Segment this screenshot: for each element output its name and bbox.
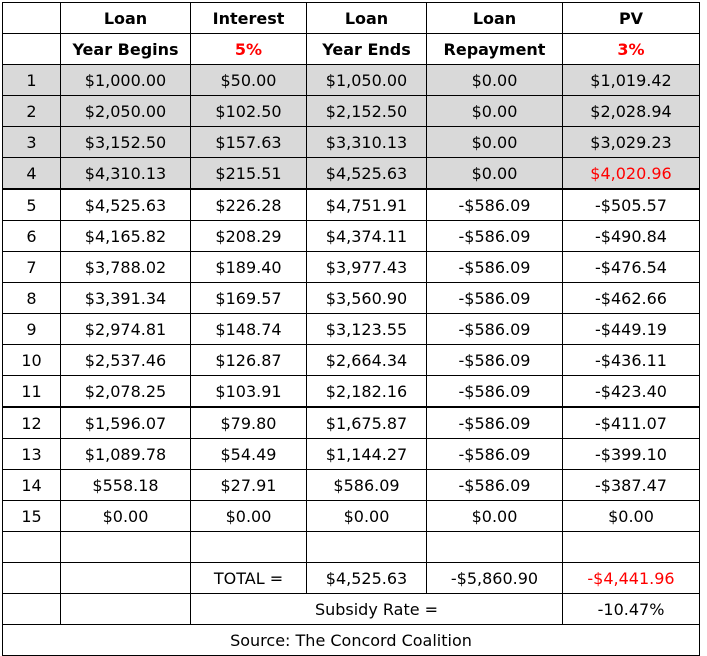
table-row <box>3 252 700 283</box>
interest-cell: $54.49 <box>191 439 307 470</box>
loan-end-cell: $2,182.16 <box>307 376 427 408</box>
table-row <box>3 345 700 376</box>
year-cell: 10 <box>3 345 61 376</box>
header-pv: PV <box>563 3 700 34</box>
header-year-begins: Year Begins <box>61 34 191 65</box>
interest-cell: $157.63 <box>191 127 307 158</box>
table-row <box>3 283 700 314</box>
pv-cell: -$449.19 <box>563 314 700 345</box>
year-cell: 4 <box>3 158 61 190</box>
loan-end-cell: $3,977.43 <box>307 252 427 283</box>
interest-cell: $27.91 <box>191 470 307 501</box>
interest-cell: $215.51 <box>191 158 307 190</box>
interest-cell: $79.80 <box>191 407 307 439</box>
loan-end-cell: $3,310.13 <box>307 127 427 158</box>
blank-row <box>3 532 700 563</box>
header-loan-begin: Loan <box>61 3 191 34</box>
interest-cell: $169.57 <box>191 283 307 314</box>
header-interest: Interest <box>191 3 307 34</box>
totals-repayment: -$5,860.90 <box>427 563 563 594</box>
repayment-cell: $0.00 <box>427 96 563 127</box>
year-cell: 7 <box>3 252 61 283</box>
pv-cell: $3,029.23 <box>563 127 700 158</box>
table-row <box>3 376 700 408</box>
year-cell: 9 <box>3 314 61 345</box>
loan-end-cell: $1,675.87 <box>307 407 427 439</box>
repayment-cell: $0.00 <box>427 501 563 532</box>
repayment-cell: -$586.09 <box>427 470 563 501</box>
repayment-cell: -$586.09 <box>427 407 563 439</box>
loan-end-cell: $3,560.90 <box>307 283 427 314</box>
year-cell: 3 <box>3 127 61 158</box>
header-pv-rate: 3% <box>563 34 700 65</box>
loan-begin-cell: $3,391.34 <box>61 283 191 314</box>
blank-cell <box>191 532 307 563</box>
loan-end-cell: $1,050.00 <box>307 65 427 96</box>
subsidy-rate-label: Subsidy Rate = <box>191 594 563 625</box>
blank-cell <box>3 563 61 594</box>
pv-cell: -$423.40 <box>563 376 700 408</box>
table-row <box>3 189 700 221</box>
year-cell: 15 <box>3 501 61 532</box>
table-row <box>3 407 700 439</box>
pv-cell: -$490.84 <box>563 221 700 252</box>
subsidy-row <box>3 594 700 625</box>
totals-loan-year-ends: $4,525.63 <box>307 563 427 594</box>
repayment-cell: -$586.09 <box>427 252 563 283</box>
loan-end-cell: $2,664.34 <box>307 345 427 376</box>
pv-cell: $1,019.42 <box>563 65 700 96</box>
pv-cell: -$462.66 <box>563 283 700 314</box>
header-loan-end: Loan <box>307 3 427 34</box>
repayment-cell: -$586.09 <box>427 189 563 221</box>
repayment-cell: $0.00 <box>427 65 563 96</box>
header-row-2 <box>3 34 700 65</box>
interest-cell: $103.91 <box>191 376 307 408</box>
year-cell: 14 <box>3 470 61 501</box>
pv-cell: $0.00 <box>563 501 700 532</box>
loan-begin-cell: $1,596.07 <box>61 407 191 439</box>
repayment-cell: -$586.09 <box>427 439 563 470</box>
repayment-cell: $0.00 <box>427 127 563 158</box>
loan-begin-cell: $1,000.00 <box>61 65 191 96</box>
interest-cell: $226.28 <box>191 189 307 221</box>
header-year-cell <box>3 3 61 34</box>
table-row <box>3 65 700 96</box>
pv-cell: -$411.07 <box>563 407 700 439</box>
year-cell: 1 <box>3 65 61 96</box>
year-cell: 5 <box>3 189 61 221</box>
interest-cell: $0.00 <box>191 501 307 532</box>
pv-cell: -$476.54 <box>563 252 700 283</box>
loan-begin-cell: $2,050.00 <box>61 96 191 127</box>
repayment-cell: -$586.09 <box>427 345 563 376</box>
header-interest-rate: 5% <box>191 34 307 65</box>
year-cell: 8 <box>3 283 61 314</box>
blank-cell <box>61 594 191 625</box>
repayment-cell: -$586.09 <box>427 283 563 314</box>
source-note: Source: The Concord Coalition <box>3 625 700 656</box>
totals-label: TOTAL = <box>191 563 307 594</box>
source-row <box>3 625 700 656</box>
pv-cell: -$399.10 <box>563 439 700 470</box>
loan-end-cell: $586.09 <box>307 470 427 501</box>
repayment-cell: -$586.09 <box>427 314 563 345</box>
interest-cell: $148.74 <box>191 314 307 345</box>
data-rows <box>3 65 700 532</box>
year-cell: 2 <box>3 96 61 127</box>
pv-cell: -$387.47 <box>563 470 700 501</box>
header-loan-repay: Loan <box>427 3 563 34</box>
table-row <box>3 470 700 501</box>
year-cell: 12 <box>3 407 61 439</box>
loan-end-cell: $1,144.27 <box>307 439 427 470</box>
repayment-cell: -$586.09 <box>427 376 563 408</box>
loan-begin-cell: $3,788.02 <box>61 252 191 283</box>
loan-begin-cell: $0.00 <box>61 501 191 532</box>
pv-cell: -$505.57 <box>563 189 700 221</box>
pv-cell: -$436.11 <box>563 345 700 376</box>
blank-cell <box>563 532 700 563</box>
loan-begin-cell: $1,089.78 <box>61 439 191 470</box>
header-row-1 <box>3 3 700 34</box>
interest-cell: $102.50 <box>191 96 307 127</box>
table-row <box>3 314 700 345</box>
blank-cell <box>3 594 61 625</box>
loan-begin-cell: $2,974.81 <box>61 314 191 345</box>
blank-cell <box>427 532 563 563</box>
blank-cell <box>61 563 191 594</box>
loan-end-cell: $0.00 <box>307 501 427 532</box>
table-row <box>3 221 700 252</box>
blank-cell <box>307 532 427 563</box>
loan-begin-cell: $2,537.46 <box>61 345 191 376</box>
loan-begin-cell: $2,078.25 <box>61 376 191 408</box>
table-row <box>3 158 700 190</box>
interest-cell: $126.87 <box>191 345 307 376</box>
loan-begin-cell: $4,165.82 <box>61 221 191 252</box>
table-row <box>3 127 700 158</box>
loan-end-cell: $4,751.91 <box>307 189 427 221</box>
loan-begin-cell: $4,310.13 <box>61 158 191 190</box>
loan-end-cell: $3,123.55 <box>307 314 427 345</box>
loan-end-cell: $4,525.63 <box>307 158 427 190</box>
loan-begin-cell: $3,152.50 <box>61 127 191 158</box>
repayment-cell: -$586.09 <box>427 221 563 252</box>
pv-cell: $4,020.96 <box>563 158 700 190</box>
totals-pv: -$4,441.96 <box>563 563 700 594</box>
table-row <box>3 439 700 470</box>
blank-cell <box>61 532 191 563</box>
header-repayment: Repayment <box>427 34 563 65</box>
repayment-cell: $0.00 <box>427 158 563 190</box>
pv-cell: $2,028.94 <box>563 96 700 127</box>
loan-begin-cell: $4,525.63 <box>61 189 191 221</box>
interest-cell: $208.29 <box>191 221 307 252</box>
totals-row <box>3 563 700 594</box>
interest-cell: $50.00 <box>191 65 307 96</box>
loan-subsidy-table <box>2 2 700 656</box>
header-year-ends: Year Ends <box>307 34 427 65</box>
year-cell: 13 <box>3 439 61 470</box>
year-cell: 11 <box>3 376 61 408</box>
interest-cell: $189.40 <box>191 252 307 283</box>
loan-begin-cell: $558.18 <box>61 470 191 501</box>
year-cell: 6 <box>3 221 61 252</box>
loan-end-cell: $4,374.11 <box>307 221 427 252</box>
table-row <box>3 96 700 127</box>
header-year-cell-2 <box>3 34 61 65</box>
table-row <box>3 501 700 532</box>
subsidy-rate-value: -10.47% <box>563 594 700 625</box>
loan-end-cell: $2,152.50 <box>307 96 427 127</box>
blank-cell <box>3 532 61 563</box>
